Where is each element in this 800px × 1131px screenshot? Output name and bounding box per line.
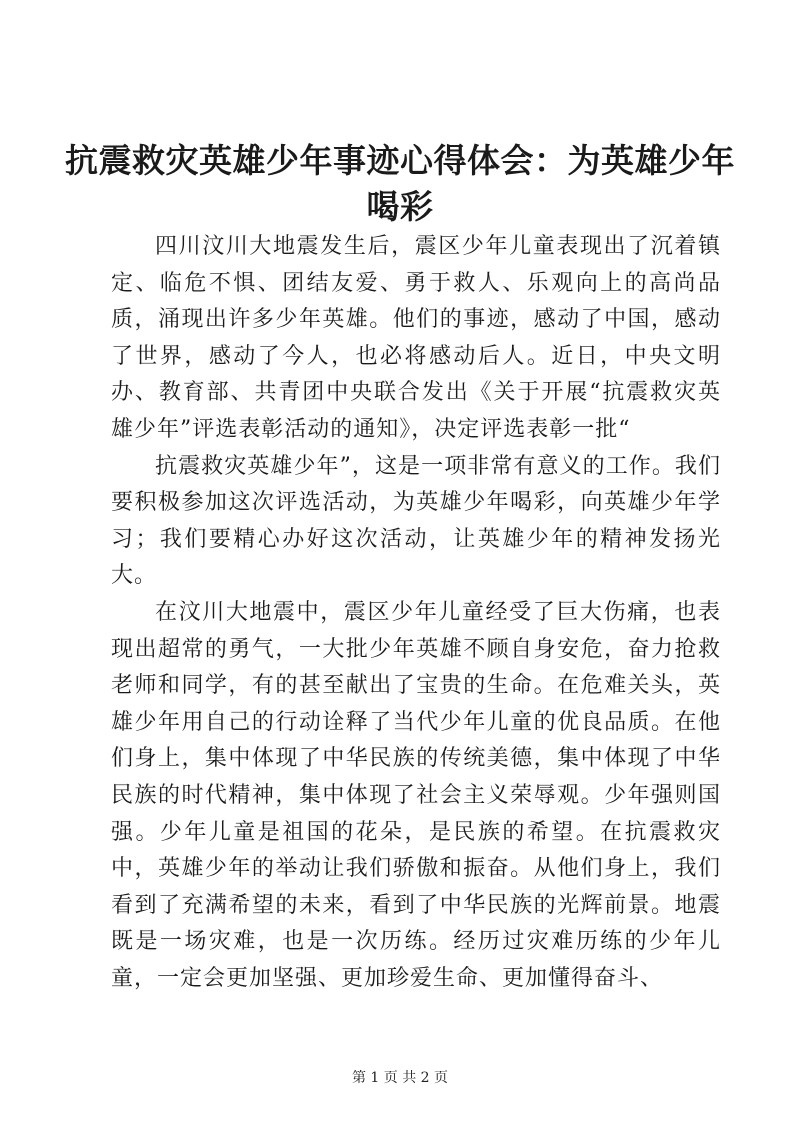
paragraph-3: 在汶川大地震中，震区少年儿童经受了巨大伤痛，也表现出超常的勇气，一大批少年英雄不顾自身安危，奋力抢救老师和同学，有的甚至献出了宝贵的生命。在危难关头，英雄少年用自己的行动诠释了当代少年儿童的优良品质。在他们身上，集中体现了中华民族的传统美德，集中体现了中华民族的时代精神，集中体现了社会主义荣辱观。少年强则国强。少年儿童是祖国的花朵，是民族的希望。在抗震救灾中，英雄少年的举动让我们骄傲和振奋。从他们身上，我们看到了充满希望的未来，看到了中华民族的光辉前景。地震既是一场灾难，也是一次历练。经历过灾难历练的少年儿童，一定会更加坚强、更加珍爱生命、更加懂得奋斗、 <box>111 599 721 991</box>
paragraph-2: 抗震救灾英雄少年”，这是一项非常有意义的工作。我们要积极参加这次评选活动，为英雄少年喝彩，向英雄少年学习；我们要精心办好这次活动，让英雄少年的精神发扬光大。 <box>111 453 721 589</box>
page-number-footer: 第 1 页 共 2 页 <box>351 1070 449 1086</box>
document-title: 抗震救灾英雄少年事迹心得体会：为英雄少年喝彩 <box>65 141 735 226</box>
document-body <box>111 229 721 997</box>
paragraph-1: 四川汶川大地震发生后，震区少年儿童表现出了沉着镇定、临危不惧、团结友爱、勇于救人、乐观向上的高尚品质，涌现出许多少年英雄。他们的事迹，感动了中国，感动了世界，感动了今人，也必将感动后人。近日，中央文明办、教育部、共青团中央联合发出《关于开展“抗震救灾英雄少年”评选表彰活动的通知》，决定评选表彰一批“ <box>111 234 721 442</box>
